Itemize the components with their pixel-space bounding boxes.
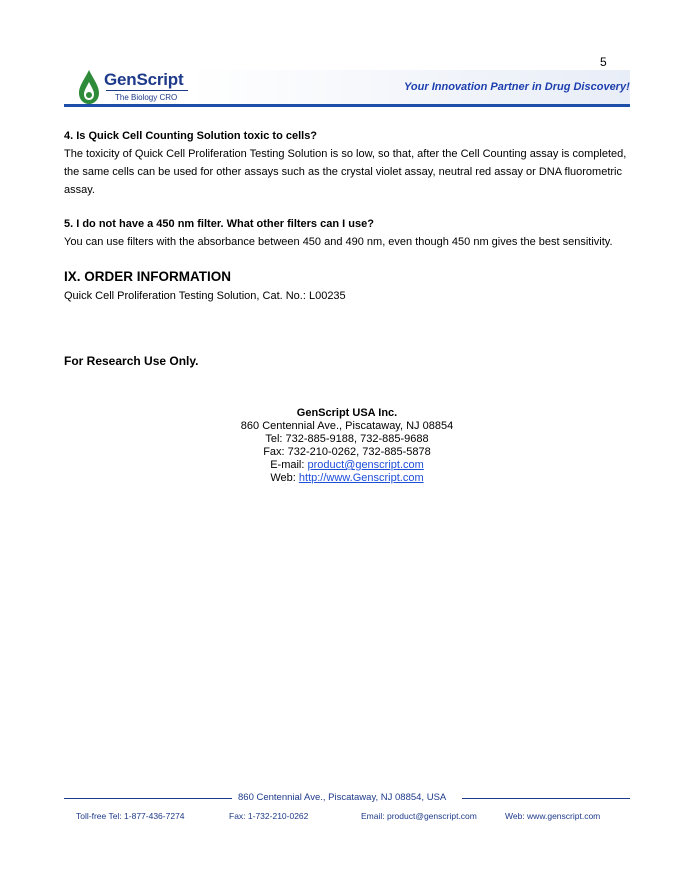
- footer-address: 860 Centennial Ave., Piscataway, NJ 08854, USA: [238, 792, 447, 803]
- contact-fax: Fax: 732-210-0262, 732-885-5878: [263, 446, 431, 458]
- genscript-logo: [76, 68, 196, 108]
- order-info-line: Quick Cell Proliferation Testing Solution, Cat. No.: L00235: [64, 290, 346, 302]
- contact-address: 860 Centennial Ave., Piscataway, NJ 08854: [240, 420, 454, 432]
- footer-tollfree: Toll-free Tel: 1-877-436-7274: [76, 811, 185, 821]
- footer-fax: Fax: 1-732-210-0262: [229, 811, 309, 821]
- faq-answer-5: You can use filters with the absorbance between 450 and 490 nm, even though 450 nm gives the best sensitivity.: [64, 236, 613, 248]
- faq-question-4: 4. Is Quick Cell Counting Solution toxic to cells?: [64, 130, 318, 142]
- logo-name: GenScript: [104, 70, 184, 89]
- header-rule: [64, 104, 630, 107]
- contact-web-link[interactable]: http://www.Genscript.com: [298, 472, 424, 484]
- contact-company: GenScript USA Inc.: [296, 407, 398, 419]
- footer-rule-left: [64, 798, 232, 799]
- logo-subtitle: The Biology CRO: [115, 93, 178, 102]
- footer-web: Web: www.genscript.com: [505, 811, 601, 821]
- header-tagline: Your Innovation Partner in Drug Discovery!: [404, 81, 630, 93]
- contact-email-row: [160, 459, 534, 472]
- contact-web-label: Web:: [270, 472, 299, 484]
- contact-block: [160, 407, 534, 485]
- footer-rule-right: [462, 798, 630, 799]
- logo-divider: [106, 90, 188, 91]
- contact-tel: Tel: 732-885-9188, 732-885-9688: [265, 433, 429, 445]
- faq-question-5: 5. I do not have a 450 nm filter. What other filters can I use?: [64, 218, 374, 230]
- page-number: 5: [600, 55, 607, 69]
- research-use-note: For Research Use Only.: [64, 354, 199, 368]
- footer-email: Email: product@genscript.com: [361, 811, 477, 821]
- contact-email-link[interactable]: product@genscript.com: [307, 459, 424, 471]
- order-info-heading: IX. ORDER INFORMATION: [64, 269, 231, 284]
- contact-email-label: E-mail:: [270, 459, 308, 471]
- drop-icon: [76, 68, 102, 106]
- contact-web-row: [160, 472, 534, 485]
- faq-answer-4: The toxicity of Quick Cell Proliferation Testing Solution is so low, so that, after the Cell Counting assay is completed, the same cells can be used for other assays such as the crystal violet assay, neutral red assay or DNA fluorometric assay.: [64, 148, 627, 196]
